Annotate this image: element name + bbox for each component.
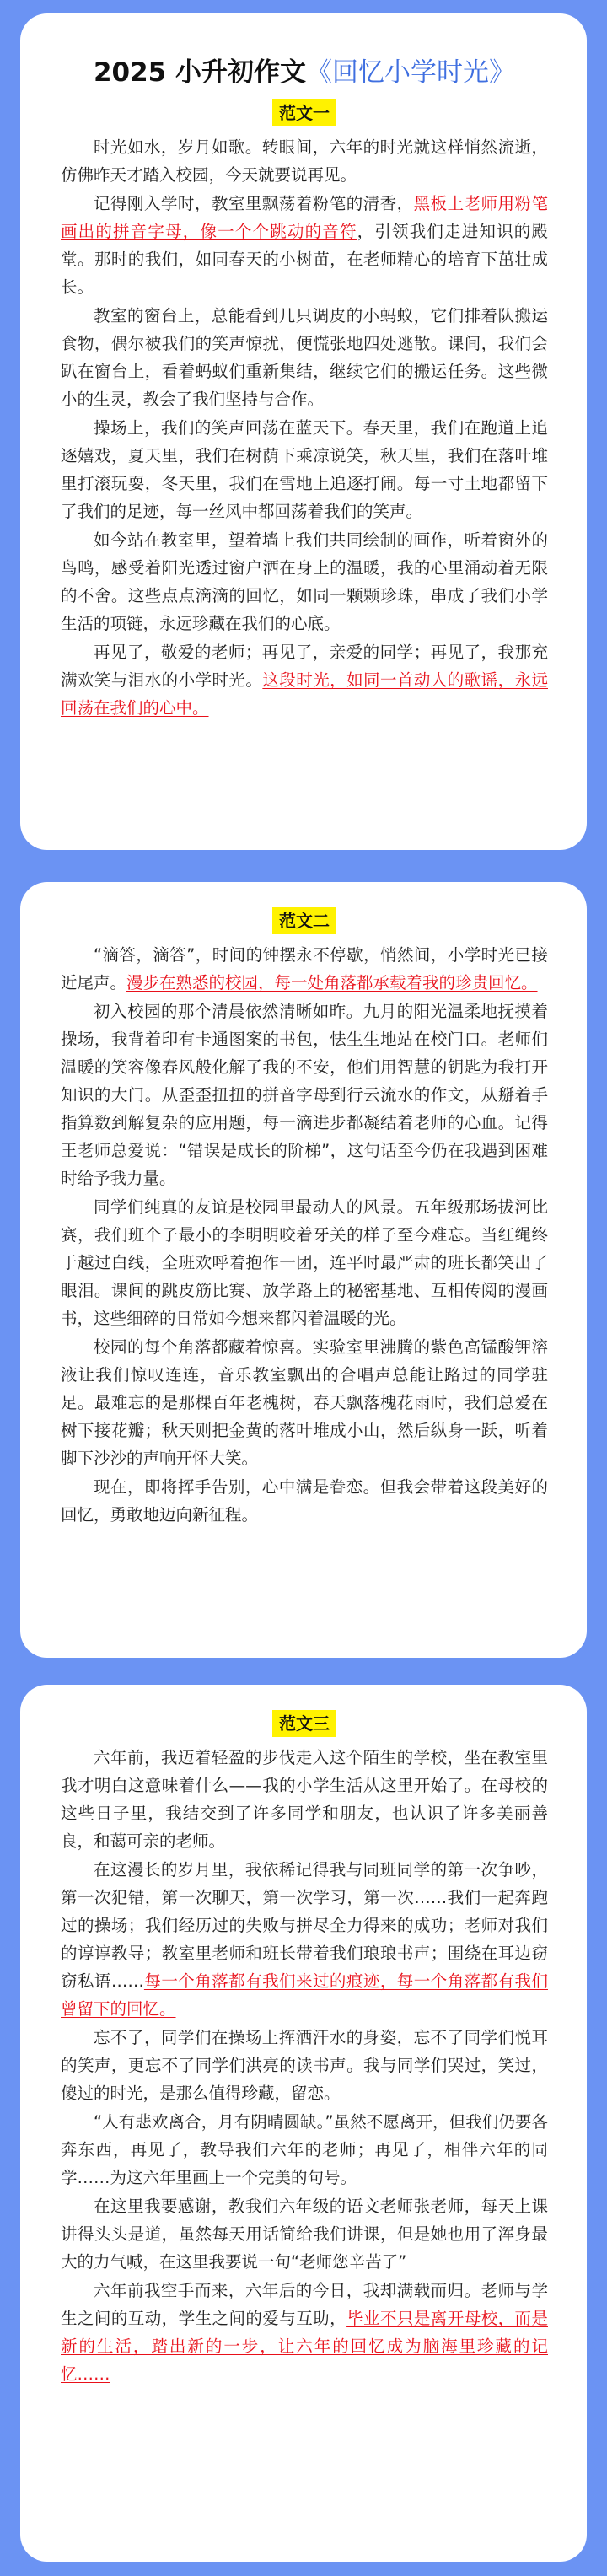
essay-body <box>61 941 548 1529</box>
essay-paragraph <box>61 2192 548 2276</box>
essay-paragraph <box>61 133 548 189</box>
highlighted-sentence: 毕业不只是离开母校，而是新的生活，踏出新的一步，让六年的回忆成为脑海里珍藏的记忆…… <box>61 2309 548 2384</box>
paragraph-text: 初入校园的那个清晨依然清晰如昨。九月的阳光温柔地抚摸着操场，我背着印有卡通图案的书包，怯生生地站在校门口。老师们温暖的笑容像春风般化解了我的不安，他们用智慧的钥匙为我打开知识的大门。从歪歪扭扭的拼音字母到行云流水的作文，从掰着手指算数到解复杂的应用题，每一滴进步都凝结着老师的心血。记得王老师总爱说：“错误是成长的阶梯”，这句话至今仍在我遇到困难时给予我力量。 <box>61 1002 548 1188</box>
paragraph-text: 忘不了，同学们在操场上挥洒汗水的身姿，忘不了同学们悦耳的笑声，更忘不了同学们洪亮的读书声。我与同学们哭过，笑过，傻过的时光，是那么值得珍藏，留恋。 <box>61 2028 548 2103</box>
paragraph-text: 如今站在教室里，望着墙上我们共同绘制的画作，听着窗外的鸟鸣，感受着阳光透过窗户洒在身上的温暖，我的心里涌动着无限的不舍。这些点点滴滴的回忆，如同一颗颗珍珠，串成了我们小学生活的项链，永远珍藏在我们的心底。 <box>61 530 548 633</box>
title-accent: 《回忆小学时光》 <box>306 57 516 88</box>
essay-paragraph <box>61 302 548 413</box>
paragraph-text: “人有悲欢离合，月有阴晴圆缺。”虽然不愿离开，但我们仍要各奔东西，再见了，教导我们六年的老师；再见了，相伴六年的同学……为这六年里画上一个完美的句号。 <box>61 2112 548 2187</box>
paragraph-text: ，引领我们走进知识的殿堂。那时的我们，如同春天的小树苗，在老师精心的培育下茁壮成长。 <box>61 222 548 297</box>
paragraph-text: 操场上，我们的笑声回荡在蓝天下。春天里，我们在跑道上追逐嬉戏，夏天里，我们在树荫下乘凉说笑，秋天里，我们在落叶堆里打滚玩耍，冬天里，我们在雪地上追逐打闹。每一寸土地都留下了我们的足迹，每一丝风中都回荡着我们的笑声。 <box>61 418 548 521</box>
paragraph-text: 同学们纯真的友谊是校园里最动人的风景。五年级那场拔河比赛，我们班个子最小的李明明咬着牙关的样子至今难忘。当红绳终于越过白线，全班欢呼着抱作一团，连平时最严肃的班长都笑出了眼泪。课间的跳皮筋比赛、放学路上的秘密基地、互相传阅的漫画书，这些细碎的日常如今想来都闪着温暖的光。 <box>61 1197 548 1328</box>
essay-paragraph <box>61 1744 548 1855</box>
essay-paragraph <box>61 2277 548 2388</box>
essay-label: 范文二 <box>272 907 336 934</box>
paragraph-text: “滴答，滴答”，时间的钟摆永不停歇，悄然间，小学时光已接近尾声。 <box>61 945 548 992</box>
essay-body <box>61 1744 548 2388</box>
essay-paragraph <box>61 1856 548 2023</box>
highlighted-sentence: 黑板上老师用粉笔画出的拼音字母，像一个个跳动的音符 <box>61 194 548 241</box>
essay-card-3 <box>20 1685 587 2562</box>
essay-paragraph <box>61 526 548 637</box>
essay-card-1 <box>20 13 587 850</box>
essay-label: 范文一 <box>272 99 336 126</box>
essay-paragraph <box>61 998 548 1192</box>
essay-label: 范文三 <box>272 1710 336 1737</box>
page-title <box>61 56 548 89</box>
essay-body <box>61 133 548 722</box>
paragraph-text: 校园的每个角落都藏着惊喜。实验室里沸腾的紫色高锰酸钾溶液让我们惊叹连连，音乐教室飘出的合唱声总能让路过的同学驻足。最难忘的是那棵百年老槐树，春天飘落槐花雨时，我们总爱在树下接花瓣；秋天则把金黄的落叶堆成小山，然后纵身一跃，听着脚下沙沙的声响开怀大笑。 <box>61 1337 548 1468</box>
highlighted-sentence: 这段时光，如同一首动人的歌谣，永远回荡在我们的心中。 <box>61 670 548 718</box>
essay-paragraph <box>61 190 548 301</box>
title-main: 2025 小升初作文 <box>93 57 307 88</box>
essay-paragraph <box>61 1473 548 1529</box>
paragraph-text: 记得刚入学时，教室里飘荡着粉笔的清香， <box>94 194 414 213</box>
paragraph-text: 时光如水，岁月如歌。转眼间，六年的时光就这样悄然流逝，仿佛昨天才踏入校园，今天就要说再见。 <box>61 137 548 185</box>
paragraph-text: 六年前，我迈着轻盈的步伐走入这个陌生的学校，坐在教室里我才明白这意味着什么——我的小学生活从这里开始了。在母校的这些日子里，我结交到了许多同学和朋友，也认识了许多美丽善良，和蔼可亲的老师。 <box>61 1748 548 1851</box>
paragraph-text: 在这漫长的岁月里，我依稀记得我与同班同学的第一次争吵，第一次犯错，第一次聊天，第一次学习，第一次……我们一起奔跑过的操场；我们经历过的失败与拼尽全力得来的成功；老师对我们的谆谆教导；教室里老师和班长带着我们琅琅书声；围绕在耳边窃窃私语…… <box>61 1860 548 1991</box>
paragraph-text: 六年前我空手而来，六年后的今日，我却满载而归。老师与学生之间的互动，学生之间的爱与互助， <box>61 2281 548 2328</box>
paragraph-text: 在这里我要感谢，教我们六年级的语文老师张老师，每天上课讲得头头是道，虽然每天用话简给我们讲课，但是她也用了浑身最大的力气喊，在这里我要说一句“老师您辛苦了” <box>61 2197 548 2272</box>
essay-paragraph <box>61 1193 548 1332</box>
paragraph-text: 现在，即将挥手告别，心中满是眷恋。但我会带着这段美好的回忆，勇敢地迈向新征程。 <box>61 1477 548 1525</box>
essay-paragraph <box>61 2108 548 2191</box>
highlighted-sentence: 漫步在熟悉的校园，每一处角落都承载着我的珍贵回忆。 <box>126 973 538 992</box>
essay-paragraph <box>61 2024 548 2107</box>
essay-card-2 <box>20 882 587 1658</box>
highlighted-sentence: 每一个角落都有我们来过的痕迹，每一个角落都有我们曾留下的回忆。 <box>61 1971 548 2019</box>
essay-paragraph <box>61 941 548 997</box>
essay-paragraph <box>61 638 548 722</box>
paragraph-text: 教室的窗台上，总能看到几只调皮的小蚂蚁，它们排着队搬运食物，偶尔被我们的笑声惊扰，便慌张地四处逃散。课间，我们会趴在窗台上，看着蚂蚁们重新集结，继续它们的搬运任务。这些微小的生灵，教会了我们坚持与合作。 <box>61 306 548 409</box>
paragraph-text: 再见了，敬爱的老师；再见了，亲爱的同学；再见了，我那充满欢笑与泪水的小学时光。 <box>61 643 548 690</box>
essay-paragraph <box>61 414 548 525</box>
essay-paragraph <box>61 1333 548 1472</box>
